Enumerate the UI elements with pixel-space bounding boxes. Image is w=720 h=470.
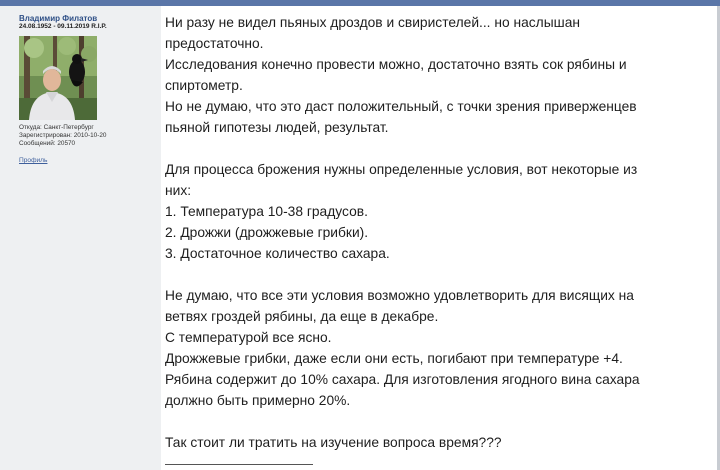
- post-line: должно быть примерно 20%.: [165, 393, 351, 408]
- avatar: [19, 36, 97, 120]
- author-location: Откуда: Санкт-Петербург: [19, 124, 94, 131]
- author-name[interactable]: Владимир Филатов: [19, 14, 98, 23]
- post-line: 1. Температура 10-38 градусов.: [165, 204, 368, 219]
- post-line: 2. Дрожжи (дрожжевые грибки).: [165, 225, 369, 240]
- post-line: Так стоит ли тратить на изучение вопроса время???: [165, 435, 502, 450]
- author-message-count: Сообщений: 20570: [19, 140, 76, 147]
- post-line: спиртометр.: [165, 78, 243, 93]
- post-line: С температурой все ясно.: [165, 330, 332, 345]
- signature-divider: [165, 464, 313, 465]
- post-line: Не думаю, что все эти условия возможно удовлетворить для висящих на: [165, 288, 634, 303]
- post-line: Но не думаю, что это даст положительный, с точки зрения приверженцев: [165, 99, 637, 114]
- post-body: [165, 12, 713, 453]
- paragraph-gap: [165, 411, 713, 432]
- avatar-photo: [19, 36, 97, 120]
- post-line: Для процесса брожения нужны определенные условия, вот некоторые из: [165, 162, 638, 177]
- post-line: них:: [165, 183, 192, 198]
- post-line: пьяной гипотезы людей, результат.: [165, 120, 389, 135]
- post-line: Рябина содержит до 10% сахара. Для изготовления ягодного вина сахара: [165, 372, 640, 387]
- profile-link[interactable]: Профиль: [19, 157, 48, 164]
- post-line: ветвях гроздей рябины, да еще в декабре.: [165, 309, 439, 324]
- post-line: предостаточно.: [165, 36, 264, 51]
- author-registered: Зарегистрирован: 2010-10-20: [19, 132, 107, 139]
- post-line: Дрожжевые грибки, даже если они есть, погибают при температуре +4.: [165, 351, 623, 366]
- author-dates: 24.08.1952 - 09.11.2019 R.I.P.: [19, 23, 107, 30]
- paragraph-gap: [165, 264, 713, 285]
- post-line: Исследования конечно провести можно, достаточно взять сок рябины и: [165, 57, 627, 72]
- post-content: [161, 6, 717, 470]
- post-line: Ни разу не видел пьяных дроздов и свиристелей... но наслышан: [165, 15, 580, 30]
- author-sidebar: [0, 6, 160, 470]
- post-line: 3. Достаточное количество сахара.: [165, 246, 390, 261]
- paragraph-gap: [165, 138, 713, 159]
